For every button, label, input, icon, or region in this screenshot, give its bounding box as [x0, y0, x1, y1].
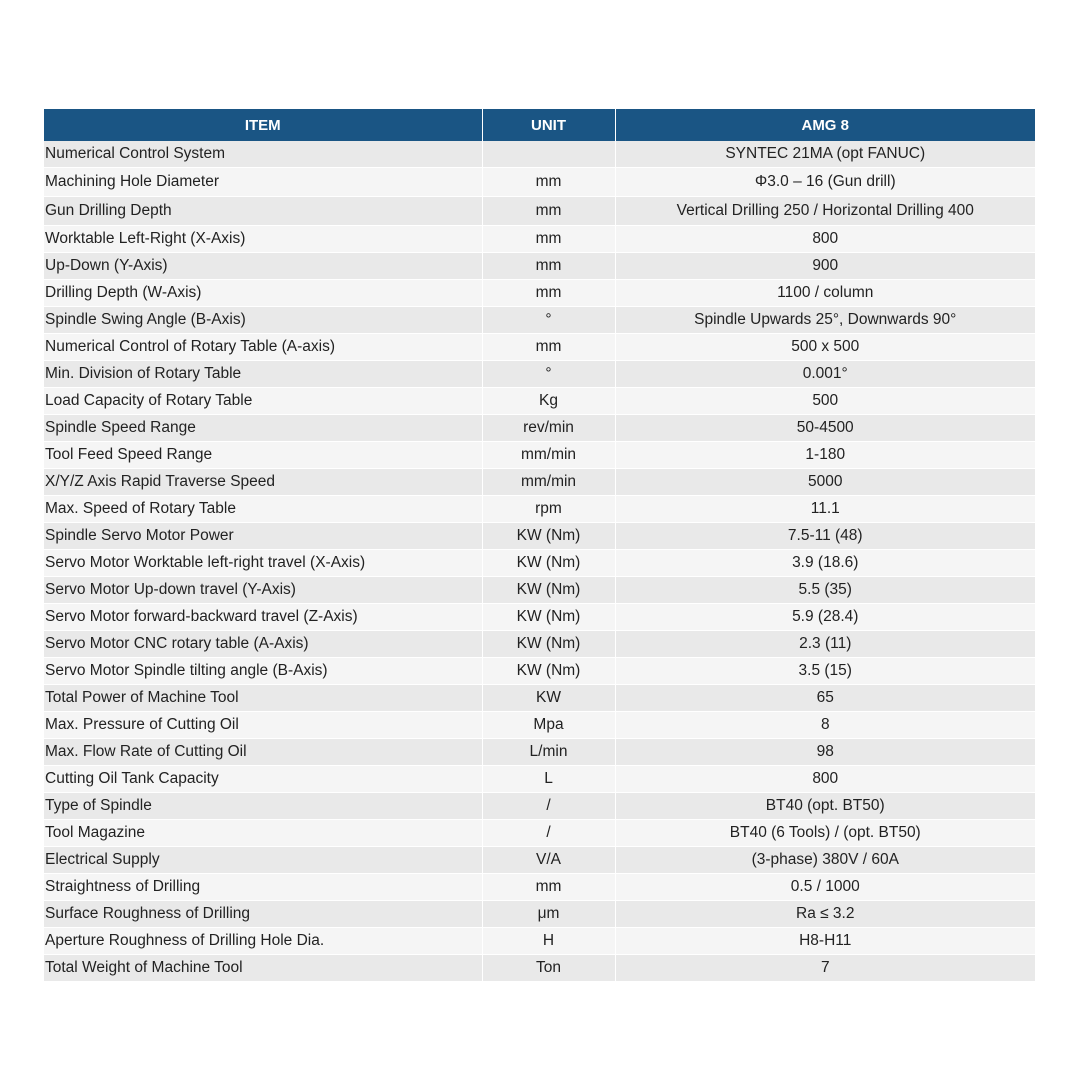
table-row	[44, 658, 1035, 685]
unit-cell: V/A	[482, 847, 615, 874]
value-cell: Φ3.0 – 16 (Gun drill)	[615, 168, 1035, 197]
value-cell: 0.001°	[615, 361, 1035, 388]
item-cell: Worktable Left-Right (X-Axis)	[44, 226, 482, 253]
table-row	[44, 577, 1035, 604]
item-cell: Electrical Supply	[44, 847, 482, 874]
unit-cell: L	[482, 766, 615, 793]
table-row	[44, 307, 1035, 334]
item-cell: Cutting Oil Tank Capacity	[44, 766, 482, 793]
value-cell: Ra ≤ 3.2	[615, 901, 1035, 928]
item-cell: Machining Hole Diameter	[44, 168, 482, 197]
item-cell: Servo Motor forward-backward travel (Z-Axis)	[44, 604, 482, 631]
item-cell: Surface Roughness of Drilling	[44, 901, 482, 928]
table-row	[44, 928, 1035, 955]
value-cell: 50-4500	[615, 415, 1035, 442]
value-cell: 1100 / column	[615, 280, 1035, 307]
unit-cell: mm	[482, 874, 615, 901]
unit-cell: Ton	[482, 955, 615, 982]
item-cell: Spindle Swing Angle (B-Axis)	[44, 307, 482, 334]
unit-cell: KW (Nm)	[482, 604, 615, 631]
table-row	[44, 226, 1035, 253]
item-cell: Up-Down (Y-Axis)	[44, 253, 482, 280]
table-row	[44, 766, 1035, 793]
table-row	[44, 955, 1035, 982]
spec-table-header	[44, 109, 1035, 141]
value-cell: 2.3 (11)	[615, 631, 1035, 658]
unit-cell: /	[482, 820, 615, 847]
unit-cell: rev/min	[482, 415, 615, 442]
unit-cell: KW (Nm)	[482, 631, 615, 658]
item-cell: X/Y/Z Axis Rapid Traverse Speed	[44, 469, 482, 496]
unit-cell: KW	[482, 685, 615, 712]
value-cell: 1-180	[615, 442, 1035, 469]
item-cell: Max. Pressure of Cutting Oil	[44, 712, 482, 739]
unit-cell: KW (Nm)	[482, 550, 615, 577]
unit-cell: mm	[482, 226, 615, 253]
value-cell: 3.5 (15)	[615, 658, 1035, 685]
value-cell: 500 x 500	[615, 334, 1035, 361]
value-cell: 800	[615, 766, 1035, 793]
unit-cell: KW (Nm)	[482, 577, 615, 604]
table-row	[44, 901, 1035, 928]
table-row	[44, 631, 1035, 658]
table-row	[44, 197, 1035, 226]
value-cell: SYNTEC 21MA (opt FANUC)	[615, 141, 1035, 168]
unit-cell: mm	[482, 197, 615, 226]
table-row	[44, 280, 1035, 307]
unit-cell: mm/min	[482, 469, 615, 496]
item-cell: Numerical Control System	[44, 141, 482, 168]
spec-table	[44, 109, 1035, 982]
table-row	[44, 523, 1035, 550]
value-cell: 5000	[615, 469, 1035, 496]
value-cell: 5.5 (35)	[615, 577, 1035, 604]
unit-cell: mm	[482, 334, 615, 361]
value-cell: (3-phase) 380V / 60A	[615, 847, 1035, 874]
value-cell: 900	[615, 253, 1035, 280]
table-row	[44, 388, 1035, 415]
item-cell: Aperture Roughness of Drilling Hole Dia.	[44, 928, 482, 955]
unit-cell: °	[482, 361, 615, 388]
item-cell: Gun Drilling Depth	[44, 197, 482, 226]
value-cell: 5.9 (28.4)	[615, 604, 1035, 631]
header-model: AMG 8	[615, 109, 1035, 141]
unit-cell	[482, 141, 615, 168]
table-row	[44, 604, 1035, 631]
table-row	[44, 253, 1035, 280]
table-row	[44, 141, 1035, 168]
table-row	[44, 793, 1035, 820]
value-cell: 0.5 / 1000	[615, 874, 1035, 901]
table-row	[44, 442, 1035, 469]
table-row	[44, 820, 1035, 847]
value-cell: BT40 (6 Tools) / (opt. BT50)	[615, 820, 1035, 847]
unit-cell: μm	[482, 901, 615, 928]
spec-table-body	[44, 141, 1035, 982]
item-cell: Spindle Speed Range	[44, 415, 482, 442]
item-cell: Max. Speed of Rotary Table	[44, 496, 482, 523]
unit-cell: mm	[482, 168, 615, 197]
table-row	[44, 550, 1035, 577]
value-cell: 65	[615, 685, 1035, 712]
item-cell: Tool Feed Speed Range	[44, 442, 482, 469]
unit-cell: KW (Nm)	[482, 523, 615, 550]
unit-cell: mm	[482, 280, 615, 307]
value-cell: 98	[615, 739, 1035, 766]
table-row	[44, 469, 1035, 496]
table-row	[44, 415, 1035, 442]
header-unit: UNIT	[482, 109, 615, 141]
value-cell: Vertical Drilling 250 / Horizontal Drilling 400	[615, 197, 1035, 226]
item-cell: Servo Motor Worktable left-right travel (X-Axis)	[44, 550, 482, 577]
unit-cell: /	[482, 793, 615, 820]
unit-cell: Kg	[482, 388, 615, 415]
unit-cell: H	[482, 928, 615, 955]
item-cell: Numerical Control of Rotary Table (A-axis)	[44, 334, 482, 361]
table-row	[44, 847, 1035, 874]
value-cell: Spindle Upwards 25°, Downwards 90°	[615, 307, 1035, 334]
item-cell: Servo Motor Up-down travel (Y-Axis)	[44, 577, 482, 604]
value-cell: 800	[615, 226, 1035, 253]
table-row	[44, 685, 1035, 712]
table-row	[44, 168, 1035, 197]
table-row	[44, 712, 1035, 739]
item-cell: Total Weight of Machine Tool	[44, 955, 482, 982]
item-cell: Total Power of Machine Tool	[44, 685, 482, 712]
table-row	[44, 496, 1035, 523]
header-row	[44, 109, 1035, 141]
table-row	[44, 739, 1035, 766]
item-cell: Spindle Servo Motor Power	[44, 523, 482, 550]
header-item: ITEM	[44, 109, 482, 141]
item-cell: Straightness of Drilling	[44, 874, 482, 901]
item-cell: Type of Spindle	[44, 793, 482, 820]
value-cell: 8	[615, 712, 1035, 739]
item-cell: Servo Motor CNC rotary table (A-Axis)	[44, 631, 482, 658]
table-row	[44, 334, 1035, 361]
value-cell: H8-H11	[615, 928, 1035, 955]
item-cell: Load Capacity of Rotary Table	[44, 388, 482, 415]
item-cell: Servo Motor Spindle tilting angle (B-Axis)	[44, 658, 482, 685]
item-cell: Tool Magazine	[44, 820, 482, 847]
value-cell: 11.1	[615, 496, 1035, 523]
item-cell: Min. Division of Rotary Table	[44, 361, 482, 388]
value-cell: BT40 (opt. BT50)	[615, 793, 1035, 820]
table-row	[44, 361, 1035, 388]
unit-cell: KW (Nm)	[482, 658, 615, 685]
table-row	[44, 874, 1035, 901]
unit-cell: °	[482, 307, 615, 334]
unit-cell: mm	[482, 253, 615, 280]
item-cell: Max. Flow Rate of Cutting Oil	[44, 739, 482, 766]
unit-cell: mm/min	[482, 442, 615, 469]
value-cell: 500	[615, 388, 1035, 415]
value-cell: 7	[615, 955, 1035, 982]
unit-cell: Mpa	[482, 712, 615, 739]
value-cell: 7.5-11 (48)	[615, 523, 1035, 550]
item-cell: Drilling Depth (W-Axis)	[44, 280, 482, 307]
value-cell: 3.9 (18.6)	[615, 550, 1035, 577]
unit-cell: L/min	[482, 739, 615, 766]
unit-cell: rpm	[482, 496, 615, 523]
